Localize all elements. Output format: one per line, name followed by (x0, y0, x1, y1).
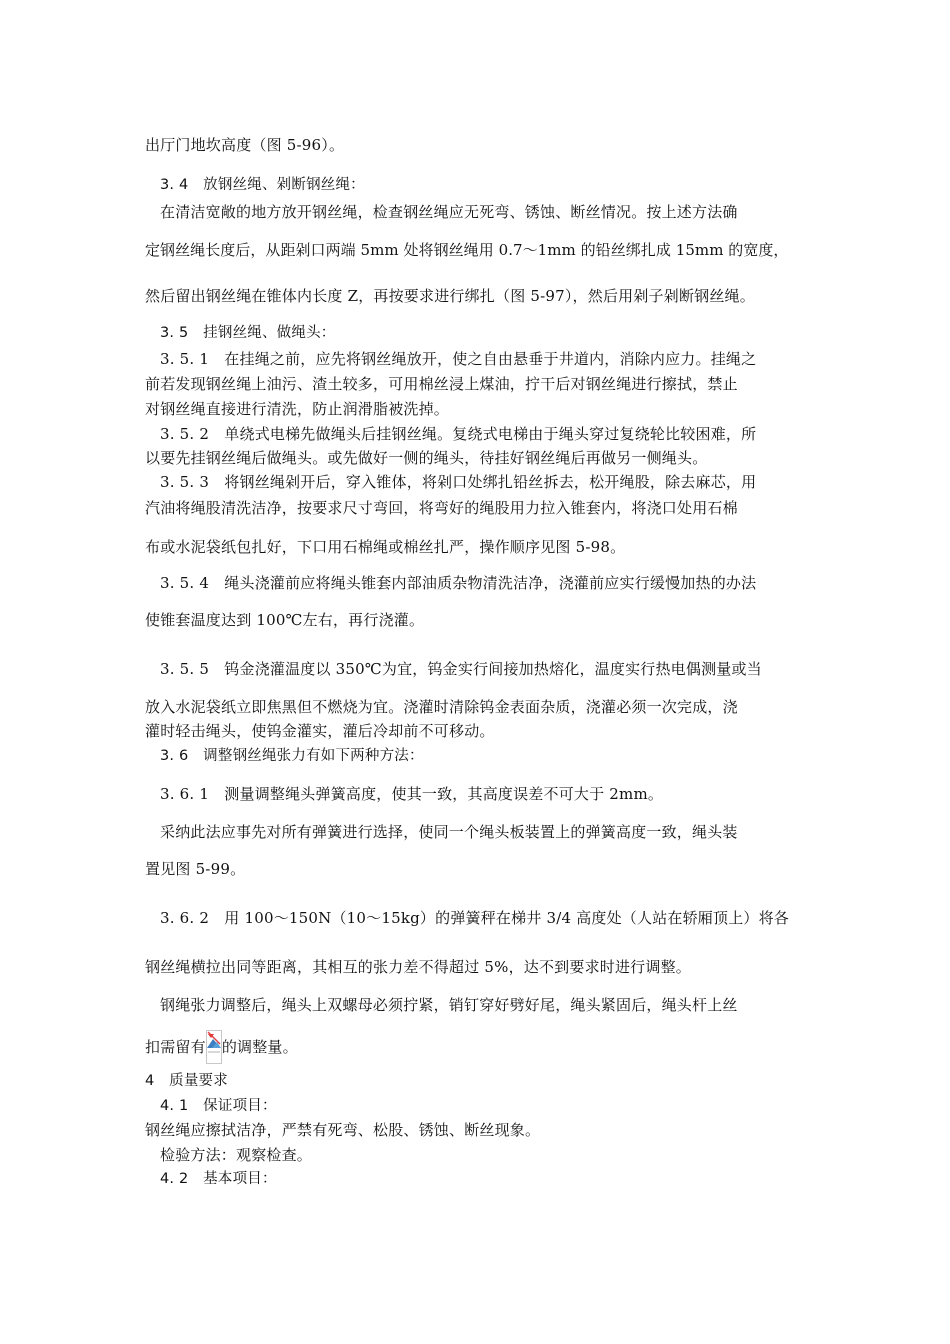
text-line: 钢丝绳横拉出同等距离，其相互的张力差不得超过 5%，达不到要求时进行调整。 (145, 958, 691, 976)
text-line: 汽油将绳股清洗洁净，按要求尺寸弯回，将弯好的绳股用力拉入锥套内，将浇口处用石棉 (145, 499, 738, 517)
section-heading: 3. 4 放钢丝绳、剁断钢丝绳： (160, 177, 365, 193)
text-line: 钢丝绳应擦拭洁净，严禁有死弯、松股、锈蚀、断丝现象。 (145, 1121, 541, 1139)
text-fragment: 的调整量。 (221, 1038, 298, 1056)
text-line: 3. 6. 1 测量调整绳头弹簧高度，使其一致，其高度误差不可大于 2mm。 (160, 785, 664, 803)
text-line: 检验方法：观察检查。 (160, 1146, 313, 1164)
text-line: 放入水泥袋纸立即焦黑但不燃烧为宜。浇灌时清除钨金表面杂质，浇灌必须一次完成，浇 (145, 698, 738, 716)
text-line: 然后留出钢丝绳在锥体内长度 Z，再按要求进行绑扎（图 5-97），然后用剁子剁断钢丝绳。 (145, 287, 755, 305)
text-line: 3. 6. 2 用 100～150N（10～15kg）的弹簧秤在梯井 3/4 高度处（人站在轿厢顶上）将各 (160, 909, 790, 927)
text-line: 3. 5. 1 在挂绳之前，应先将钢丝绳放开，使之自由悬垂于井道内，消除内应力。挂绳之 (160, 350, 757, 368)
text-line: 定钢丝绳长度后，从距剁口两端 5mm 处将钢丝绳用 0.7～1mm 的铅丝绑扎成 15mm 的宽度， (145, 241, 789, 259)
chapter-heading: 4 质量要求 (145, 1073, 228, 1089)
text-line: 布或水泥袋纸包扎好，下口用石棉绳或棉丝扎严，操作顺序见图 5-98。 (145, 538, 626, 556)
missing-formula-image-icon (206, 1030, 222, 1062)
text-line: 对钢丝绳直接进行清洗，防止润滑脂被洗掉。 (145, 400, 450, 418)
text-line: 前若发现钢丝绳上油污、渣土较多，可用棉丝浸上煤油，拧干后对钢丝绳进行擦拭，禁止 (145, 375, 738, 393)
text-fragment: 扣需留有 (145, 1038, 206, 1056)
text-line: 以要先挂钢丝绳后做绳头。或先做好一侧的绳头，待挂好钢丝绳后再做另一侧绳头。 (145, 449, 708, 467)
text-line: 3. 5. 5 钨金浇灌温度以 350℃为宜，钨金实行间接加热熔化，温度实行热电偶测量或当 (160, 660, 762, 678)
section-heading: 4. 1 保证项目： (160, 1098, 277, 1114)
text-line: 采纳此法应事先对所有弹簧进行选择，使同一个绳头板装置上的弹簧高度一致，绳头装 (160, 823, 738, 841)
text-line: 置见图 5-99。 (145, 860, 246, 878)
text-line: 钢绳张力调整后，绳头上双螺母必须拧紧，销钉穿好劈好尾，绳头紧固后，绳头杆上丝 (160, 996, 738, 1014)
text-line: 灌时轻击绳头，使钨金灌实，灌后冷却前不可移动。 (145, 722, 495, 740)
text-line: 3. 5. 3 将钢丝绳剁开后，穿入锥体，将剁口处绑扎铅丝拆去，松开绳股，除去麻芯，用 (160, 473, 757, 491)
text-line: 在清洁宽敞的地方放开钢丝绳，检查钢丝绳应无死弯、锈蚀、断丝情况。按上述方法确 (160, 203, 738, 221)
text-line: 3. 5. 2 单绕式电梯先做绳头后挂钢丝绳。复绕式电梯由于绳头穿过复绕轮比较困难，所 (160, 425, 757, 443)
section-heading: 3. 5 挂钢丝绳、做绳头： (160, 325, 336, 341)
text-line: 使锥套温度达到 100℃左右，再行浇灌。 (145, 611, 425, 629)
text-line: 出厅门地坎高度（图 5-96）。 (145, 136, 345, 154)
section-heading: 3. 6 调整钢丝绳张力有如下两种方法： (160, 748, 424, 764)
text-line: 3. 5. 4 绳头浇灌前应将绳头锥套内部油质杂物清洗洁净，浇灌前应实行缓慢加热的办法 (160, 574, 757, 592)
text-line (145, 1030, 298, 1062)
section-heading: 4. 2 基本项目： (160, 1171, 277, 1187)
